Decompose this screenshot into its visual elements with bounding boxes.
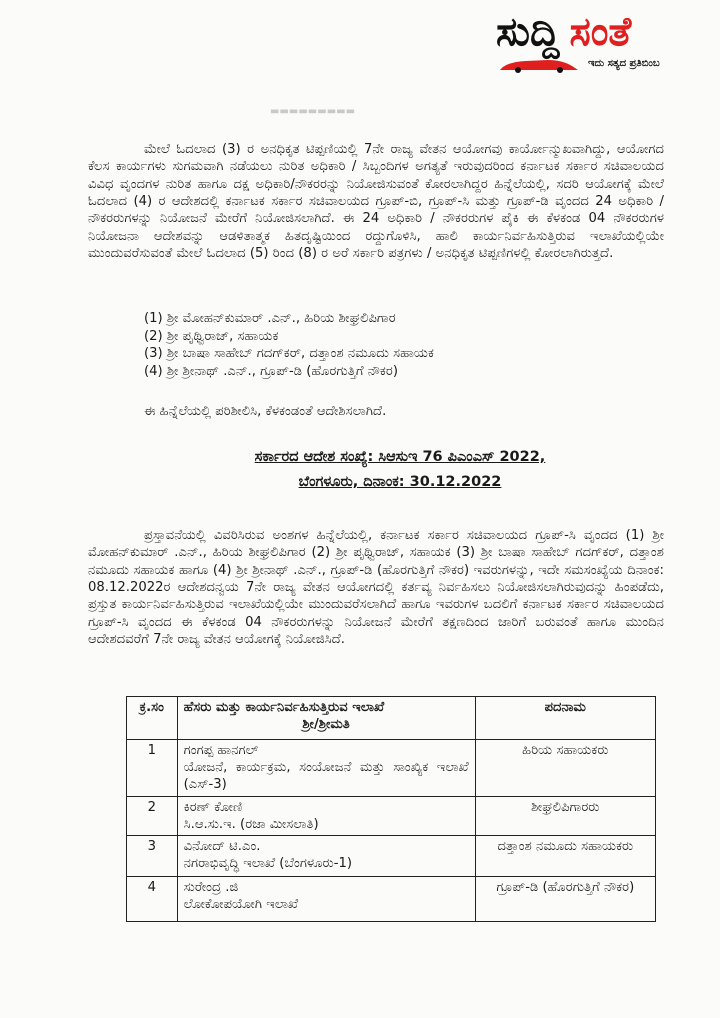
logo-tagline: ಇದು ಸತ್ಯದ ಪ್ರತಿಬಿಂಬ bbox=[588, 58, 660, 69]
table-row bbox=[127, 836, 656, 877]
cell-serial: 1 bbox=[127, 740, 178, 797]
list-item: (4) ಶ್ರೀ ಶ್ರೀನಾಥ್ .ಎನ್., ಗ್ರೂಪ್-ಡಿ (ಹೊರಗುತ್ತಿಗೆ ನೌಕರ) bbox=[144, 363, 398, 379]
list-item: (1) ಶ್ರೀ ಮೋಹನ್‌ಕುಮಾರ್ .ಎನ್., ಹಿರಿಯ ಶೀಘ್ರಲಿಪಿಗಾರ bbox=[144, 311, 396, 326]
header-name-line1: ಹೆಸರು ಮತ್ತು ಕಾರ್ಯನಿರ್ವಹಿಸುತ್ತಿರುವ ಇಲಾಖೆ bbox=[183, 700, 385, 715]
staff-table bbox=[126, 696, 656, 922]
header-designation: ಪದನಾಮ bbox=[475, 697, 655, 740]
header-name bbox=[177, 697, 475, 740]
list-item: (3) ಶ್ರೀ ಬಾಷಾ ಸಾಹೇಬ್ ಗದಗ್‌ಕರ್, ದತ್ತಾಂಶ ನಮೂದು ಸಹಾಯಕ bbox=[144, 346, 434, 362]
employee-name: ಸುರೇಂದ್ರ .ಜಿ bbox=[183, 880, 239, 895]
table-row bbox=[127, 877, 656, 922]
conclusion-line: ಈ ಹಿನ್ನೆಲೆಯಲ್ಲಿ ಪರಿಶೀಲಿಸಿ, ಕೆಳಕಂಡಂತೆ ಆದೇಶಿಸಲಾಗಿದೆ. bbox=[144, 404, 387, 419]
logo-word-2: ಸಂತೆ bbox=[569, 9, 632, 55]
order-date: ಬೆಂಗಳೂರು, ದಿನಾಂಕ: 30.12.2022 bbox=[298, 474, 502, 490]
order-number: ಸರ್ಕಾರದ ಆದೇಶ ಸಂಖ್ಯೆ: ಸಿಆಸುಇ 76 ಪಿಎಂಎಸ್ 2022, bbox=[254, 449, 546, 465]
cell-designation: ದತ್ತಾಂಶ ನಮೂದು ಸಹಾಯಕರು bbox=[475, 836, 655, 877]
employee-dept: ಸಿ.ಆ.ಸು.ಇ. (ರಜಾ ಮೀಸಲಾತಿ) bbox=[183, 817, 319, 832]
employee-dept: ನಗರಾಭಿವೃದ್ಧಿ ಇಲಾಖೆ (ಬೆಂಗಳೂರು-1) bbox=[183, 856, 353, 871]
table-row bbox=[127, 797, 656, 836]
header-serial: ಕ್ರ.ಸಂ bbox=[127, 697, 178, 740]
order-paragraph: ಪ್ರಸ್ತಾವನೆಯಲ್ಲಿ ವಿವರಿಸಿರುವ ಅಂಶಗಳ ಹಿನ್ನೆಲೆಯಲ್ಲಿ, ಕರ್ನಾಟಕ ಸರ್ಕಾರ ಸಚಿವಾಲಯದ ಗ್ರೂಪ್-ಸಿ ವೃಂದದ (1) ಶ್ರೀ ಮೋಹನ್‌ಕುಮಾರ್ .ಎನ್., ಹಿರಿಯ ಶೀಘ್ರಲಿಪಿಗಾರ (2) ಶ್ರೀ ಪೃಥ್ವಿರಾಜ್, ಸಹಾಯಕ (3) ಶ್ರೀ ಬಾಷಾ ಸಾಹೇಬ್ ಗದಗ್‌ಕರ್, ದತ್ತಾಂಶ ನಮೂದು ಸಹಾಯಕ ಹಾಗೂ (4) ಶ್ರೀ ಶ್ರೀನಾಥ್ .ಎನ್., ಗ್ರೂಪ್-ಡಿ (ಹೊರಗುತ್ತಿಗೆ ನೌಕರ) ಇವರುಗಳನ್ನು, ಇದೇ ಸಮಸಂಖ್ಯೆಯ ದಿನಾಂಕ: 08.12.2022ರ ಆದೇಶದನ್ವಯ 7ನೇ ರಾಜ್ಯ ವೇತನ ಆಯೋಗದಲ್ಲಿ ಕರ್ತವ್ಯ ನಿರ್ವಹಿಸಲು ನಿಯೋಜಿಸಲಾಗಿರುವುದನ್ನು ಹಿಂಪಡೆದು, ಪ್ರಸ್ತುತ ಕಾರ್ಯನಿರ್ವಹಿಸುತ್ತಿರುವ ಇಲಾಖೆಯಲ್ಲಿಯೇ ಮುಂದುವರೆಸಲಾಗಿದೆ ಹಾಗೂ ಇವರುಗಳ ಬದಲಿಗೆ ಕರ್ನಾಟಕ ಸರ್ಕಾರ ಸಚಿವಾಲಯದ ಗ್ರೂಪ್-ಸಿ ವೃಂದದ ಈ ಕೆಳಕಂಡ 04 ನೌಕರರುಗಳನ್ನು ನಿಯೋಜನೆ ಮೇರೆಗೆ ತಕ್ಷಣದಿಂದ ಜಾರಿಗೆ ಬರುವಂತೆ ಹಾಗೂ ಮುಂದಿನ ಆದೇಶದವರೆಗೆ 7ನೇ ರಾಜ್ಯ ವೇತನ ಆಯೋಗಕ್ಕೆ ನಿಯೋಜಿಸಿದೆ. bbox=[88, 528, 664, 647]
employee-list bbox=[144, 310, 434, 380]
sudhi-sante-logo bbox=[496, 6, 706, 80]
cell-name bbox=[177, 797, 475, 836]
cell-serial: 2 bbox=[127, 797, 178, 836]
employee-name: ವಿನೋದ್ ಟಿ.ಎಂ. bbox=[183, 839, 261, 854]
employee-name: ಕಿರಣ್ ಕೋಣಿ bbox=[183, 800, 243, 815]
table-header-row bbox=[127, 697, 656, 740]
car-icon bbox=[496, 56, 582, 74]
cell-designation: ಹಿರಿಯ ಸಹಾಯಕರು bbox=[475, 740, 655, 797]
employee-dept: ಯೋಜನೆ, ಕಾರ್ಯಕ್ರಮ, ಸಂಯೋಜನೆ ಮತ್ತು ಸಾಂಖ್ಯಿಕ ಇಲಾಖೆ (ಎಸ್-3) bbox=[183, 760, 469, 792]
cell-serial: 4 bbox=[127, 877, 178, 922]
table-row bbox=[127, 740, 656, 797]
cell-designation: ಶೀಘ್ರಲಿಪಿಗಾರರು bbox=[475, 797, 655, 836]
employee-name: ಗಂಗಪ್ಪ ಹಾನಗಲ್ bbox=[183, 743, 259, 758]
logo-word-1: ಸುದ್ದಿ bbox=[496, 9, 560, 55]
list-item: (2) ಶ್ರೀ ಪೃಥ್ವಿರಾಜ್, ಸಹಾಯಕ bbox=[144, 328, 279, 344]
logo-wordmark bbox=[496, 6, 706, 58]
faded-watermark-line: ▬▬▬▬▬▬▬▬▬ bbox=[270, 106, 356, 116]
header-name-line2: ಶ್ರೀ/ಶ್ರೀಮತಿ bbox=[302, 717, 350, 732]
cell-name bbox=[177, 740, 475, 797]
preamble-paragraph: ಮೇಲೆ ಓದಲಾದ (3) ರ ಅನಧಿಕೃತ ಟಿಪ್ಪಣಿಯಲ್ಲಿ 7ನೇ ರಾಜ್ಯ ವೇತನ ಆಯೋಗವು ಕಾರ್ಯೋನ್ಮುಖವಾಗಿದ್ದು, ಆಯೋಗದ ಕೆಲಸ ಕಾರ್ಯಗಳು ಸುಗಮವಾಗಿ ನಡೆಯಲು ನುರಿತ ಅಧಿಕಾರಿ / ಸಿಬ್ಬಂದಿಗಳ ಅಗತ್ಯತೆ ಇರುವುದರಿಂದ ಕರ್ನಾಟಕ ಸರ್ಕಾರ ಸಚಿವಾಲಯದ ವಿವಿಧ ವೃಂದಗಳ ನುರಿತ ಹಾಗೂ ದಕ್ಷ ಅಧಿಕಾರಿ/ನೌಕರರನ್ನು ನಿಯೋಜಿಸುವಂತೆ ಕೋರಲಾಗಿದ್ದರ ಹಿನ್ನೆಲೆಯಲ್ಲಿ, ಸದರಿ ಆಯೋಗಕ್ಕೆ ಮೇಲೆ ಓದಲಾದ (4) ರ ಆದೇಶದಲ್ಲಿ ಕರ್ನಾಟಕ ಸರ್ಕಾರ ಸಚಿವಾಲಯದ ಗ್ರೂಪ್-ಬಿ, ಗ್ರೂಪ್-ಸಿ ಮತ್ತು ಗ್ರೂಪ್-ಡಿ ವೃಂದದ 24 ಅಧಿಕಾರಿ / ನೌಕರರುಗಳನ್ನು ನಿಯೋಜನೆ ಮೇರೆಗೆ ನಿಯೋಜಿಸಲಾಗಿದೆ. ಈ 24 ಅಧಿಕಾರಿ / ನೌಕರರುಗಳ ಪೈಕಿ ಈ ಕೆಳಕಂಡ 04 ನೌಕರರುಗಳ ನಿಯೋಜನಾ ಆದೇಶವನ್ನು ಆಡಳಿತಾತ್ಮಕ ಹಿತದೃಷ್ಟಿಯಿಂದ ರದ್ದುಗೊಳಿಸಿ, ಹಾಲಿ ಕಾರ್ಯನಿರ್ವಹಿಸುತ್ತಿರುವ ಇಲಾಖೆಯಲ್ಲಿಯೇ ಮುಂದುವರೆಸುವಂತೆ ಮೇಲೆ ಓದಲಾದ (5) ರಿಂದ (8) ರ ಅರೆ ಸರ್ಕಾರಿ ಪತ್ರಗಳು / ಅನಧಿಕೃತ ಟಿಪ್ಪಣಿಗಳಲ್ಲಿ ಕೋರಲಾಗಿರುತ್ತದೆ. bbox=[88, 142, 664, 261]
cell-name bbox=[177, 836, 475, 877]
employee-dept: ಲೋಕೋಪಯೋಗಿ ಇಲಾಖೆ bbox=[183, 897, 299, 912]
cell-name bbox=[177, 877, 475, 922]
cell-designation: ಗ್ರೂಪ್-ಡಿ (ಹೊರಗುತ್ತಿಗೆ ನೌಕರ) bbox=[475, 877, 655, 922]
cell-serial: 3 bbox=[127, 836, 178, 877]
